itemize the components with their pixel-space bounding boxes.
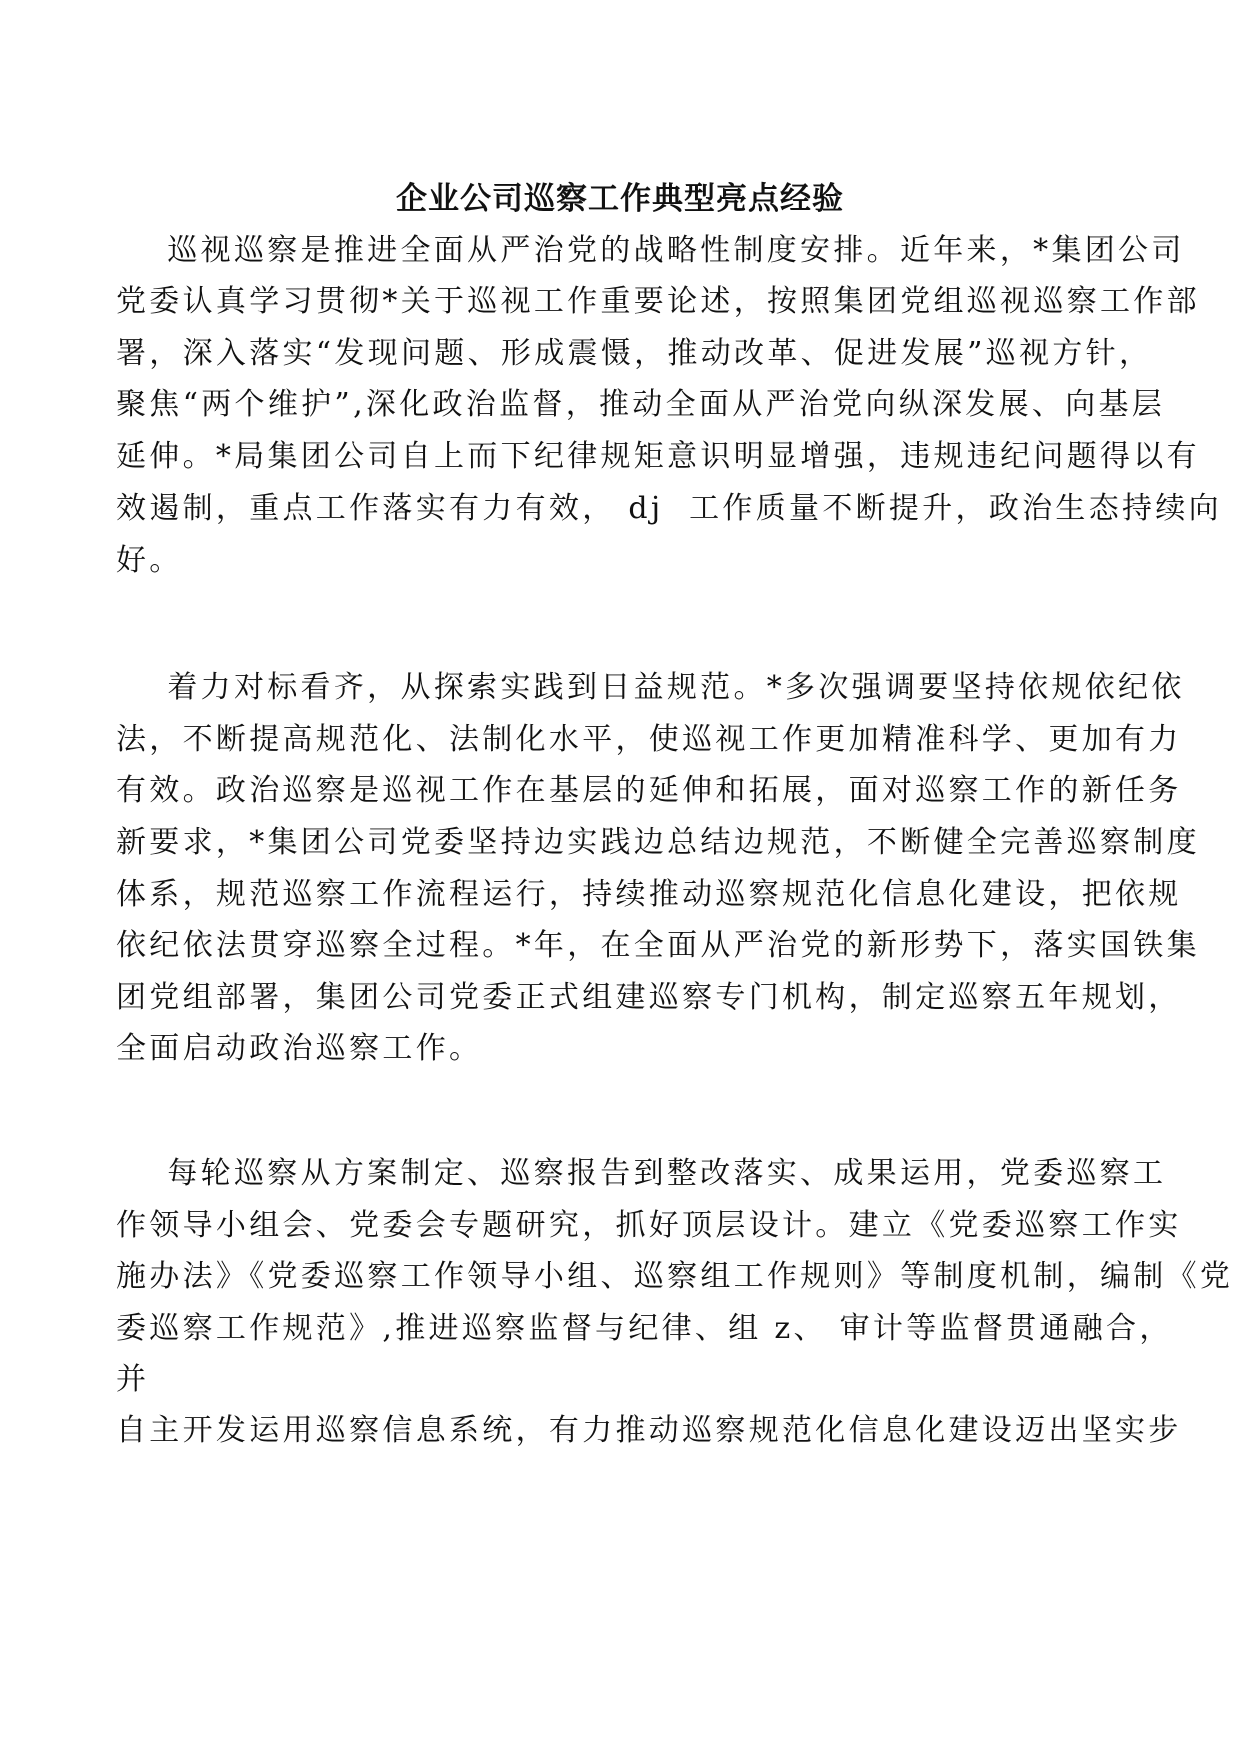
paragraph-1-line: 效遏制，重点工作落实有力有效， dj 工作质量不断提升，政治生态持续向 (116, 491, 1222, 526)
paragraph-3-line: 自主开发运用巡察信息系统，有力推动巡察规范化信息化建设迈出坚实步 (116, 1413, 1182, 1448)
paragraph-2-line: 团党组部署，集团公司党委正式组建巡察专门机构，制定巡察五年规划， (116, 980, 1182, 1015)
paragraph-1-line: 延伸。*局集团公司自上而下纪律规矩意识明显增强，违规违纪问题得以有 (116, 439, 1200, 474)
paragraph-3-line: 委巡察工作规范》,推进巡察监督与纪律、组 z、 审计等监督贯通融合， (116, 1311, 1173, 1346)
paragraph-2-line: 依纪依法贯穿巡察全过程。*年，在全面从严治党的新形势下，落实国铁集 (116, 928, 1200, 963)
document-title: 企业公司巡察工作典型亮点经验 (396, 181, 844, 217)
paragraph-3-line: 作领导小组会、党委会专题研究，抓好顶层设计。建立《党委巡察工作实 (116, 1208, 1182, 1243)
paragraph-2-line: 法，不断提高规范化、法制化水平，使巡视工作更加精准科学、更加有力 (116, 722, 1182, 757)
paragraph-3-line: 施办法》《党委巡察工作领导小组、巡察组工作规则》等制度机制，编制《党 (116, 1259, 1234, 1294)
paragraph-2-line: 有效。政治巡察是巡视工作在基层的延伸和拓展，面对巡察工作的新任务 (116, 773, 1182, 808)
paragraph-3-line: 并 (116, 1362, 150, 1397)
paragraph-2-line: 体系，规范巡察工作流程运行，持续推动巡察规范化信息化建设，把依规 (116, 877, 1182, 912)
paragraph-1-line: 党委认真学习贯彻*关于巡视工作重要论述，按照集团党组巡视巡察工作部 (116, 284, 1200, 319)
paragraph-2-line: 新要求，*集团公司党委坚持边实践边总结边规范，不断健全完善巡察制度 (116, 825, 1200, 860)
paragraph-3-line: 每轮巡察从方案制定、巡察报告到整改落实、成果运用，党委巡察工 (116, 1156, 1167, 1191)
paragraph-2-line: 全面启动政治巡察工作。 (116, 1031, 483, 1066)
paragraph-1-line: 聚焦“两个维护”,深化政治监督，推动全面从严治党向纵深发展、向基层 (116, 387, 1166, 422)
paragraph-2-line: 着力对标看齐，从探索实践到日益规范。*多次强调要坚持依规依纪依 (116, 670, 1185, 705)
paragraph-1-line: 巡视巡察是推进全面从严治党的战略性制度安排。近年来，*集团公司 (116, 233, 1185, 268)
paragraph-1-line: 好。 (116, 543, 183, 578)
paragraph-1-line: 署，深入落实“发现问题、形成震慑，推动改革、促进发展”巡视方针， (116, 336, 1153, 371)
